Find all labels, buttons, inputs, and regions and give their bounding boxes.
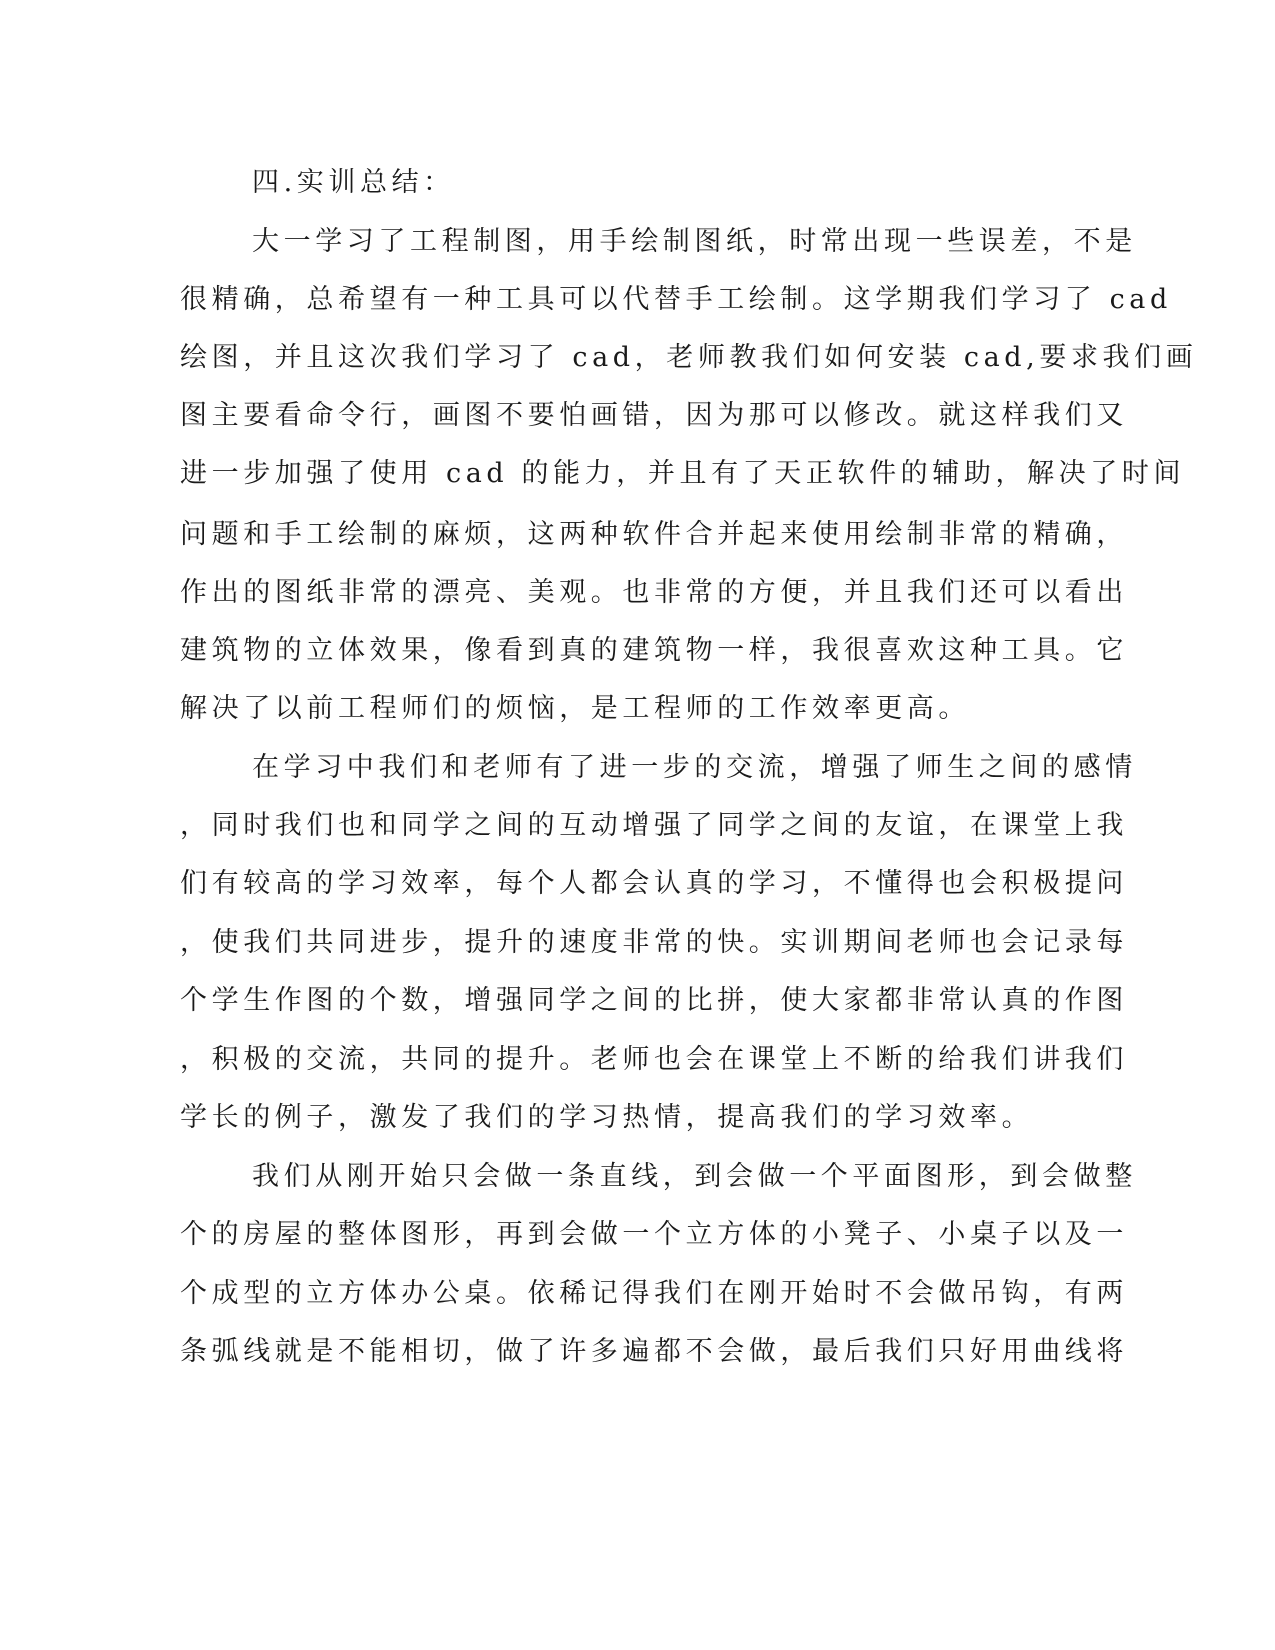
paragraph-2-line-4: ，使我们共同进步，提升的速度非常的快。实训期间老师也会记录每 xyxy=(180,927,1128,958)
paragraph-1-line-5: 进一步加强了使用 cad 的能力，并且有了天正软件的辅助，解决了时间 xyxy=(180,458,1186,489)
paragraph-1-line-3: 绘图，并且这次我们学习了 cad，老师教我们如何安装 cad,要求我们画 xyxy=(180,342,1198,373)
paragraph-2-line-1: 在学习中我们和老师有了进一步的交流，增强了师生之间的感情 xyxy=(252,752,1137,783)
paragraph-1-line-9: 解决了以前工程师们的烦恼，是工程师的工作效率更高。 xyxy=(180,693,970,724)
section-heading: 四.实训总结： xyxy=(252,167,455,198)
paragraph-1-line-1: 大一学习了工程制图，用手绘制图纸，时常出现一些误差，不是 xyxy=(252,226,1137,257)
paragraph-2-line-6: ，积极的交流，共同的提升。老师也会在课堂上不断的给我们讲我们 xyxy=(180,1044,1128,1075)
paragraph-1-line-8: 建筑物的立体效果，像看到真的建筑物一样，我很喜欢这种工具。它 xyxy=(180,635,1128,666)
paragraph-3-line-1: 我们从刚开始只会做一条直线，到会做一个平面图形，到会做整 xyxy=(252,1161,1137,1192)
paragraph-1-line-7: 作出的图纸非常的漂亮、美观。也非常的方便，并且我们还可以看出 xyxy=(180,577,1128,608)
paragraph-2-line-5: 个学生作图的个数，增强同学之间的比拼，使大家都非常认真的作图 xyxy=(180,985,1128,1016)
paragraph-2-line-2: ，同时我们也和同学之间的互动增强了同学之间的友谊，在课堂上我 xyxy=(180,810,1128,841)
paragraph-2-line-7: 学长的例子，激发了我们的学习热情，提高我们的学习效率。 xyxy=(180,1102,1034,1133)
paragraph-3-line-4: 条弧线就是不能相切，做了许多遍都不会做，最后我们只好用曲线将 xyxy=(180,1336,1128,1367)
paragraph-3-line-3: 个成型的立方体办公桌。依稀记得我们在刚开始时不会做吊钩，有两 xyxy=(180,1278,1128,1309)
paragraph-1-line-4: 图主要看命令行，画图不要怕画错，因为那可以修改。就这样我们又 xyxy=(180,400,1128,431)
paragraph-3-line-2: 个的房屋的整体图形，再到会做一个立方体的小凳子、小桌子以及一 xyxy=(180,1219,1128,1250)
paragraph-1-line-2: 很精确，总希望有一种工具可以代替手工绘制。这学期我们学习了 cad xyxy=(180,284,1172,315)
paragraph-1-line-6: 问题和手工绘制的麻烦，这两种软件合并起来使用绘制非常的精确， xyxy=(180,519,1128,550)
paragraph-2-line-3: 们有较高的学习效率，每个人都会认真的学习，不懂得也会积极提问 xyxy=(180,868,1128,899)
